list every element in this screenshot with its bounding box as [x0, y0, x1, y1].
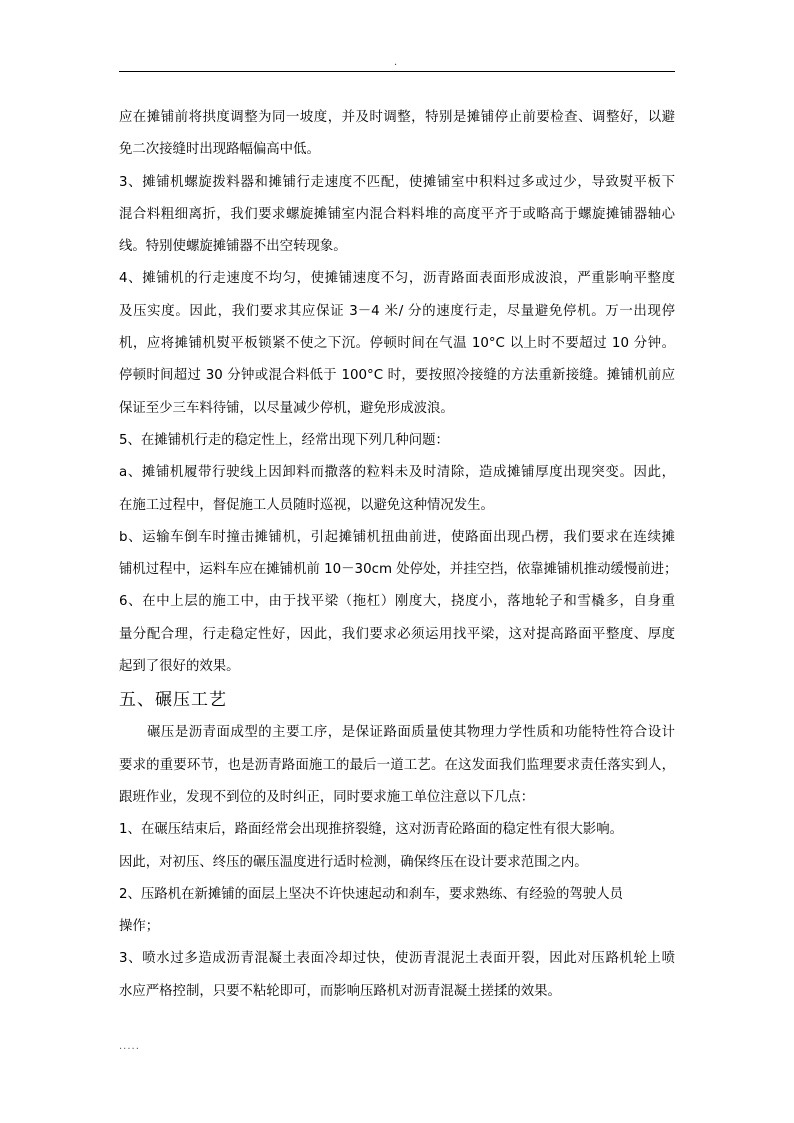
paragraph-line: 停顿时间超过 30 分钟或混合料低于 100°C 时，要按照冷接缝的方法重新接缝。摊铺机前应: [119, 368, 675, 384]
document-body: [119, 102, 679, 1008]
paragraph-line: 跟班作业，发现不到位的及时纠正，同时要求施工单位注意以下几点：: [119, 789, 535, 805]
paragraph-line: 碾压是沥青面成型的主要工序，是保证路面质量使其物理力学性质和功能特性符合设计: [147, 725, 675, 741]
paragraph-line: 线。特别使螺旋摊铺器不出空转现象。: [119, 239, 347, 255]
header-rule: [119, 71, 675, 72]
footer-dots: .....: [119, 1041, 140, 1052]
paragraph-line: 在施工过程中，督促施工人员随时巡视，以避免这种情况发生。: [119, 497, 494, 513]
paragraph-line: 机，应将摊铺机熨平板锁紧不使之下沉。停顿时间在气温 10°C 以上时不要超过 10 分钟。: [119, 336, 675, 352]
paragraph-line: 铺机过程中，运料车应在摊铺机前 10－30cm 处停处，并挂空挡，依靠摊铺机推动缓慢前进；: [119, 562, 678, 578]
paragraph-line: a、摊铺机履带行驶线上因卸料而撒落的粒料未及时清除，造成摊铺厚度出现突变。因此，: [119, 465, 675, 481]
paragraph-line: 5、在摊铺机行走的稳定性上，经常出现下列几种问题：: [119, 432, 449, 448]
header-dot: .: [394, 57, 398, 68]
paragraph-line: 及压实度。因此，我们要求其应保证 3－4 米/ 分的速度行走，尽量避免停机。万一出现停: [119, 303, 675, 319]
paragraph-line: 操作；: [119, 919, 160, 935]
paragraph-line: 应在摊铺前将拱度调整为同一坡度，并及时调整，特别是摊铺停止前要检查、调整好，以避: [119, 110, 675, 125]
paragraph-line: 3、喷水过多造成沥青混凝土表面冷却过快，使沥青混泥土表面开裂，因此对压路机轮上喷: [119, 951, 675, 967]
paragraph-line: 1、在碾压结束后，路面经常会出现推挤裂缝，这对沥青砼路面的稳定性有很大影响。: [119, 822, 623, 838]
paragraph-line: 2、压路机在新摊铺的面层上坚决不许快速起动和刹车，要求熟练、有经验的驾驶人员: [119, 886, 623, 902]
paragraph-line: 水应严格控制，只要不粘轮即可，而影响压路机对沥青混凝土搓揉的效果。: [119, 983, 561, 999]
paragraph-line: 起到了很好的效果。: [119, 659, 240, 675]
paragraph-line: 6、在中上层的施工中，由于找平梁（拖杠）刚度大，挠度小，落地轮子和雪橇多，自身重: [119, 594, 675, 610]
paragraph-line: 混合料粗细离折，我们要求螺旋摊铺室内混合料料堆的高度平齐于或略高于螺旋摊铺器轴心: [119, 206, 675, 222]
paragraph-line: 3、摊铺机螺旋拨料器和摊铺行走速度不匹配，使摊铺室中积料过多或过少，导致熨平板下: [119, 174, 675, 190]
paragraph-line: 4、摊铺机的行走速度不均匀，使摊铺速度不匀，沥青路面表面形成波浪，严重影响平整度: [119, 271, 675, 287]
paragraph-line: 量分配合理，行走稳定性好，因此，我们要求必须运用找平梁，这对提高路面平整度、厚度: [119, 626, 675, 642]
paragraph-line: 保证至少三车料待铺，以尽量减少停机，避免形成波浪。: [119, 400, 454, 416]
paragraph-line: b、运输车倒车时撞击摊铺机，引起摊铺机扭曲前进，使路面出现凸楞，我们要求在连续摊: [119, 529, 675, 545]
paragraph-line: 免二次接缝时出现路幅偏高中低。: [119, 142, 320, 158]
paragraph-line: 要求的重要环节，也是沥青路面施工的最后一道工艺。在这发面我们监理要求责任落实到人，: [119, 757, 675, 773]
section-heading: 五、碾压工艺: [119, 690, 227, 711]
paragraph-line: 因此，对初压、终压的碾压温度进行适时检测，确保终压在设计要求范围之内。: [119, 854, 588, 870]
